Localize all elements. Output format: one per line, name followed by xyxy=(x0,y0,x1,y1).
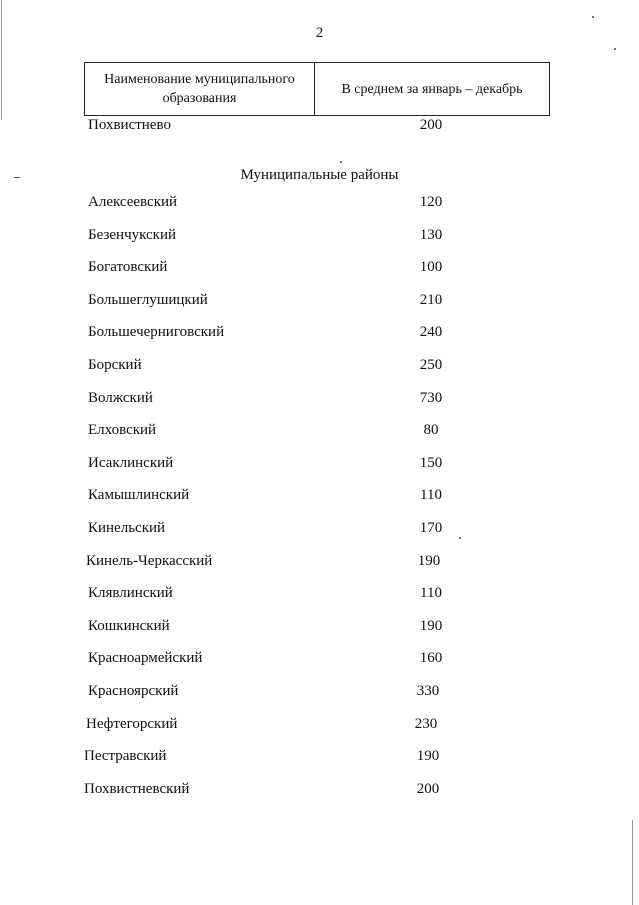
table-row xyxy=(0,585,639,605)
municipality-name: Исаклинский xyxy=(88,455,174,471)
municipality-name: Камышлинский xyxy=(88,487,190,503)
table-row xyxy=(0,650,639,670)
scan-speck xyxy=(614,48,616,50)
municipality-value: 200 xyxy=(416,781,440,797)
table-row xyxy=(0,357,639,377)
municipality-value: 150 xyxy=(419,455,443,471)
municipality-name: Красноярский xyxy=(88,683,179,699)
municipality-name: Нефтегорский xyxy=(86,716,178,732)
municipality-name: Красноармейский xyxy=(88,650,203,666)
municipality-name: Пестравский xyxy=(84,748,167,764)
table-row xyxy=(0,553,639,573)
table-row xyxy=(0,259,639,279)
municipality-name: Волжский xyxy=(88,390,153,406)
municipality-name: Безенчукский xyxy=(88,227,177,243)
table-row xyxy=(0,781,639,801)
table-row xyxy=(0,422,639,442)
table-row xyxy=(0,227,639,247)
municipality-name: Борский xyxy=(88,357,142,373)
municipality-name: Богатовский xyxy=(88,259,168,275)
table-row xyxy=(0,520,639,540)
municipality-value: 120 xyxy=(419,194,443,210)
page-number: 2 xyxy=(315,25,324,41)
header-municipality-name: Наименование муниципального образования xyxy=(85,63,315,115)
municipality-value: 170 xyxy=(419,520,443,536)
municipality-name: Клявлинский xyxy=(88,585,173,601)
table-row xyxy=(0,390,639,410)
municipality-value: 110 xyxy=(420,585,442,601)
municipality-name: Кинельский xyxy=(88,520,166,536)
municipality-value: 250 xyxy=(419,357,443,373)
municipality-name: Похвистнево xyxy=(88,117,171,133)
municipality-value: 730 xyxy=(419,390,443,406)
table-header xyxy=(84,62,550,116)
scan-speck xyxy=(340,161,342,163)
municipality-name: Большеглушицкий xyxy=(88,292,208,308)
table-row xyxy=(0,455,639,475)
section-title: Муниципальные районы xyxy=(240,167,399,183)
table-row xyxy=(0,618,639,638)
municipality-name: Кинель-Черкасский xyxy=(86,553,213,569)
municipality-value: 230 xyxy=(414,716,438,732)
table-row xyxy=(0,194,639,214)
scan-speck xyxy=(592,16,594,18)
header-average-value: В среднем за январь – декабрь xyxy=(341,81,523,97)
table-row xyxy=(0,683,639,703)
municipality-value: 190 xyxy=(417,553,441,569)
municipality-value: 110 xyxy=(420,487,442,503)
municipality-value: 190 xyxy=(419,618,443,634)
municipality-value: 190 xyxy=(416,748,440,764)
municipality-name: Большечерниговский xyxy=(88,324,225,340)
municipality-value: 100 xyxy=(419,259,443,275)
municipality-value: 200 xyxy=(419,117,443,133)
municipality-name: Алексеевский xyxy=(88,194,178,210)
municipality-value: 330 xyxy=(416,683,440,699)
scan-edge-left xyxy=(1,0,2,120)
table-row xyxy=(0,324,639,344)
municipality-value: 80 xyxy=(423,422,439,438)
municipality-name: Похвистневский xyxy=(84,781,190,797)
municipality-value: 130 xyxy=(419,227,443,243)
scan-edge-right xyxy=(632,820,633,905)
table-row xyxy=(0,117,639,137)
municipality-name: Кошкинский xyxy=(88,618,170,634)
municipality-value: 210 xyxy=(419,292,443,308)
municipality-value: 240 xyxy=(419,324,443,340)
table-row xyxy=(0,748,639,768)
table-row xyxy=(0,716,639,736)
municipality-value: 160 xyxy=(419,650,443,666)
municipality-name: Елховский xyxy=(88,422,157,438)
table-row xyxy=(0,292,639,312)
table-row xyxy=(0,487,639,507)
